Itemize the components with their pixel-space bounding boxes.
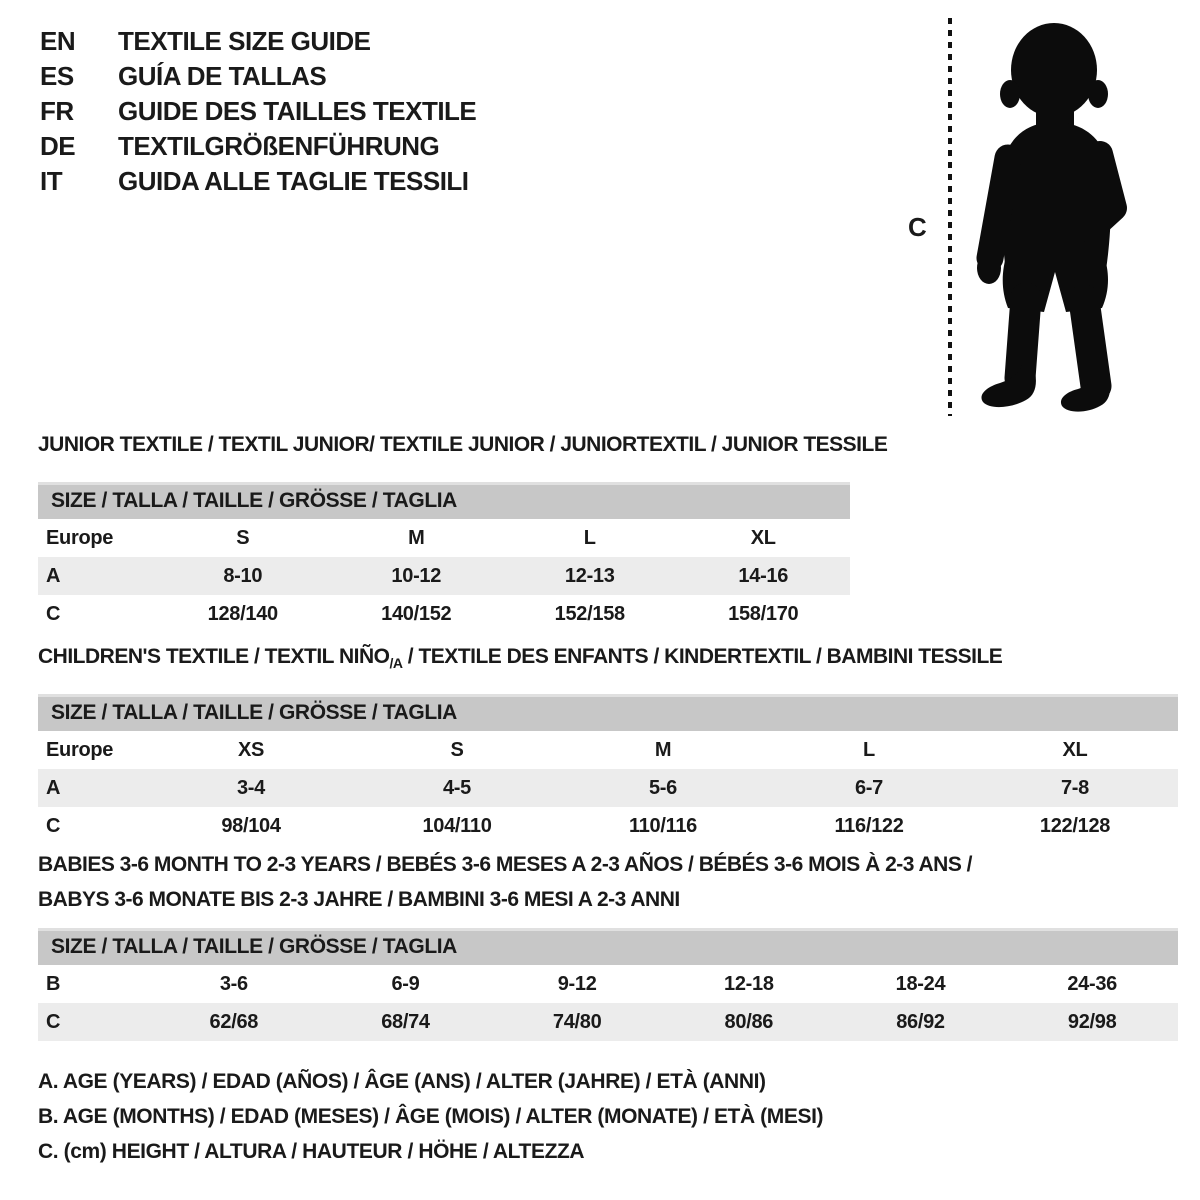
size-cell: L [863, 738, 875, 761]
region-label: Europe [46, 526, 114, 549]
height-cell: 104/110 [422, 814, 492, 837]
language-label: TEXTILGRÖßENFÜHRUNG [118, 131, 440, 161]
row-label: A [46, 776, 61, 799]
size-cell: S [236, 526, 250, 549]
size-cell: L [583, 526, 596, 549]
language-row-de [40, 129, 476, 164]
height-cell: 110/116 [629, 814, 697, 837]
height-cell: 68/74 [381, 1010, 430, 1033]
language-code: FR [40, 96, 74, 126]
age-cell: 14-16 [738, 564, 789, 587]
row-label: C [46, 602, 61, 625]
size-header-bar: SIZE / TALLA / TAILLE / GRÖSSE / TAGLIA [38, 694, 1178, 731]
age-cell: 7-8 [1060, 776, 1089, 799]
months-cell: 9-12 [557, 972, 597, 995]
height-cell: 80/86 [724, 1010, 774, 1033]
age-cell: 5-6 [648, 776, 677, 799]
height-cell: 122/128 [1039, 814, 1111, 837]
children-title-suffix: / TEXTILE DES ENFANTS / KINDERTEXTIL / BAMBINI TESSILE [402, 645, 1003, 668]
age-cell: 12-13 [564, 564, 615, 587]
language-label: TEXTILE SIZE GUIDE [118, 26, 371, 56]
height-cell: 86/92 [896, 1010, 945, 1033]
children-title-prefix: CHILDREN'S TEXTILE / TEXTIL NIÑO [38, 645, 390, 668]
size-cell: XL [1062, 738, 1088, 761]
language-code: DE [40, 131, 76, 161]
size-cell: M [654, 738, 672, 761]
height-row [38, 595, 850, 633]
size-cell: S [450, 738, 464, 761]
months-row [38, 965, 1178, 1003]
age-cell: 4-5 [442, 776, 471, 799]
row-label: B [46, 972, 61, 995]
months-cell: 12-18 [724, 972, 774, 995]
age-row [38, 769, 1178, 807]
size-header-bar: SIZE / TALLA / TAILLE / GRÖSSE / TAGLIA [38, 928, 1178, 965]
height-measure-line [948, 18, 952, 416]
age-cell: 10-12 [391, 564, 442, 587]
junior-size-table [38, 482, 850, 633]
language-row-it [40, 164, 476, 199]
language-code: ES [40, 61, 74, 91]
region-label: Europe [46, 738, 114, 761]
months-cell: 3-6 [219, 972, 248, 995]
language-code: IT [40, 166, 63, 196]
language-row-en [40, 24, 476, 59]
babies-section-title-line1: BABIES 3-6 MONTH TO 2-3 YEARS / BEBÉS 3-6 MESES A 2-3 AÑOS / BÉBÉS 3-6 MOIS À 2-3 ANS / [38, 853, 973, 876]
height-measure-label: C [908, 212, 927, 242]
height-cell: 116/122 [834, 814, 904, 837]
height-row [38, 807, 1178, 845]
height-cell: 152/158 [554, 602, 625, 625]
height-cell: 62/68 [209, 1010, 259, 1033]
row-label: C [46, 814, 61, 837]
language-code: EN [40, 26, 76, 56]
height-cell: 98/104 [221, 814, 281, 837]
language-label: GUIDE DES TAILLES TEXTILE [118, 96, 477, 126]
height-cell: 92/98 [1067, 1010, 1117, 1033]
age-cell: 6-7 [854, 776, 883, 799]
size-cell: XS [237, 738, 265, 761]
language-title-list [40, 24, 476, 199]
height-cell: 140/152 [381, 602, 452, 625]
size-cell: XL [750, 526, 776, 549]
age-cell: 8-10 [223, 564, 263, 587]
size-header-bar: SIZE / TALLA / TAILLE / GRÖSSE / TAGLIA [38, 482, 850, 519]
months-cell: 6-9 [391, 972, 420, 995]
legend-line-c: C. (cm) HEIGHT / ALTURA / HAUTEUR / HÖHE / ALTEZZA [38, 1139, 585, 1163]
junior-section-title: JUNIOR TEXTILE / TEXTIL JUNIOR/ TEXTILE JUNIOR / JUNIORTEXTIL / JUNIOR TESSILE [38, 433, 888, 456]
language-row-fr [40, 94, 476, 129]
height-cell: 158/170 [728, 602, 799, 625]
legend [38, 1064, 823, 1169]
language-label: GUÍA DE TALLAS [118, 61, 327, 91]
size-row [38, 519, 850, 557]
language-label: GUIDA ALLE TAGLIE TESSILI [118, 166, 469, 196]
legend-line-a: A. AGE (YEARS) / EDAD (AÑOS) / ÂGE (ANS) / ALTER (JAHRE) / ETÀ (ANNI) [38, 1069, 766, 1093]
legend-line-b: B. AGE (MONTHS) / EDAD (MESES) / ÂGE (MOIS) / ALTER (MONATE) / ETÀ (MESI) [38, 1104, 824, 1128]
months-cell: 18-24 [895, 972, 946, 995]
children-title-subscript: /A [389, 655, 403, 671]
children-size-table [38, 694, 1178, 845]
age-cell: 3-4 [236, 776, 265, 799]
size-cell: M [408, 526, 425, 549]
height-cell: 128/140 [207, 602, 278, 625]
babies-section-title-line2: BABYS 3-6 MONATE BIS 2-3 JAHRE / BAMBINI 3-6 MESI A 2-3 ANNI [38, 888, 680, 911]
height-row [38, 1003, 1178, 1041]
babies-size-table [38, 928, 1178, 1041]
size-row [38, 731, 1178, 769]
language-row-es [40, 59, 476, 94]
age-row [38, 557, 850, 595]
toddler-silhouette-icon [962, 18, 1144, 418]
months-cell: 24-36 [1067, 972, 1117, 995]
children-section-title [38, 645, 1002, 671]
height-cell: 74/80 [552, 1010, 602, 1033]
row-label: A [46, 564, 61, 587]
row-label: C [46, 1010, 61, 1033]
